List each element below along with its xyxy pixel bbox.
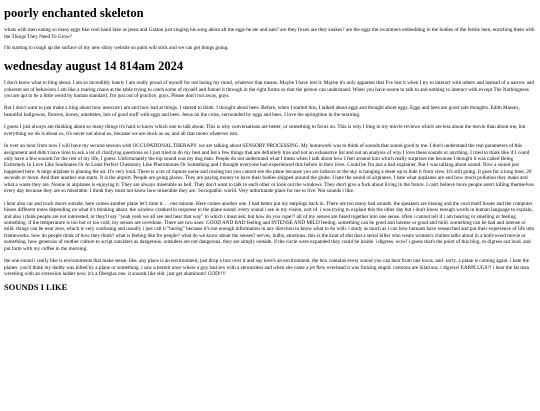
- post-paragraph: the one sound i really like is environments that make sense. like, any place is an environment, just drop a box over it and say here's an environment. the box contains every sound you can hear from one locus. and. sorry. a plane is coming again. i hate the planes. you'd think my daddy was killed by a plane or something. i saw a hermit once where a guy had sex with a stewardess and when she came a jet flew overhead it was fucking stupid. cartoons are hilarious. i digress! EARPLUGS?! i hear the fat man wrestling with an extension ladder now. it's a fiberglas one. it sounds like shit. just get aluminum! GOD!!!!: [4, 258, 530, 277]
- post-paragraph: But I don't want to just make a blog about how insecure i am and how bad at things. I started to think. I thought about bees. Before, when I started this, I talked about eggs and thought about eggs. Eggs and bees are good safe thoughts. Edith Massey, beautiful ballgowns, flowers, honey, omelettes, lots of good stuff with eggs and bees. Jesus on the cross, surrounded by eggs and bees. I love the springtime in the morning.: [4, 105, 520, 118]
- post-title: wednesday august 14 814am 2024: [4, 58, 184, 73]
- intro-paragraph: whats with men eating so many eggs like cool hand luke as jesus and Gaston just singing his song about all the eggs he ate and eats? are they foxes are they snakes? are the eggs the swimmers embedding in the bodies of the fertile men, enriching them with the Things They Need To Grow?: [4, 27, 535, 40]
- post-paragraph: In over an hour from now I will have my second session with OCCUPATIONAL THERAPY. we are talking about SENSORY PROCESSING. My homework was to think of sounds that sound good to me. I don't understand the real parameters of this assignment and didn't have time to ask a lot of clarifying questions so I just tried to do my best and list a few things that are definitely true and not an exhaustive list and not an analysis of why I love these sounds or anything. I tried to think like if I could only have a few sounds for the rest of my life, I guess. Unfortunately the top sound was my dog man. People do not understand what I mean when I talk about how I feel around him which really surprises me because I thought it was called Being Extremely In Love Like Soulmates Or At Least Perfect Chemistry Like Pheromones Or Something and I thought everyone had experienced this before in their lives. Could be I'm just a bad explainer. But I was talking about sound. Now a sound just happened here: A large airplane is planing the air. It's very loud. There is a lot of rupture noise and roaring but you cannot see the plane because you are indoors or the sky is hanging a sheet up to hide it from view. It's still going. It goes for a long time, 20 seconds or more. And then another one starts. It is the airport. People are going places. They are paying money to have their bodies shipped around the globe. I hate the sound of airplanes. I hate what airplanes are and how much pollution they make and what a waste they are. Noone in airplanes is enjoying it. They are always miserable as hell. They don't want to talk to each other or look out the windows. They don't give a fuck about living in the future. I can't believe more people aren't killing themselves every day because they are so miserable. I think they must not know how miserable they are. Sociopathic world. Very unfortunate place for me to live. Not sounds i like.: [4, 143, 534, 195]
- section-heading: SOUNDS I LIKE: [4, 282, 68, 293]
- post-paragraph: i hear also car and truck doors outside. here comes another plane let's time it. . . one minute. Here comes another one. I had better put my earplugs back in. There are too many bad sounds. the speakers are hissing and the cord itself hisses and the computer hisses different tones depending on what it's thinking about. the window cranked in response to the plane sound. every sound i see in my vision, sort of. i was trying to explain this the other day but i don't know enough words in human language to explain, and also i think people are not interested, or they'll say "yeah yeah we all see and hear that way" to which i must ask; but how do you cope!? all of my senses are fused together into one sense. often i cannot tell if i am hearing or smelling or feeling something. if the temperature is too hot or too cold, my senses are overdone. There are two axes: GOOD AND BAD feeling and INTENSE AND MILD feeling. something can be good and intense or good and mild. something can be bad and intense or mild. things can be near zero, which is very confusing and usually i just call it "boring" because it's not enough information in any direction to know what to do with. i study as much as i can how humans have researched and put their experience of life into frameworks. how do people think of how they think? what is feeling like for people? what do we know about the senses? nerves, bulbs, emotions. this is the kind of shit that a serial killer who wears women's clothes talks about in a hollywood movie or something. how generous of mother culture to script outsiders as dangerous. outsiders are not dangerous. they are simply outside. if the circle were expanded they could be inside. i digress. wow! i guess that's the point of this blog. to digress out loud. and put farm with my coffee in the morning.: [4, 200, 535, 252]
- post-paragraph: I guess I just always am thinking about so many things it's hard to know which one to talk about. This is why conversations are better, or something to focus on. This is why I blog in my movie reviews which are less about the movie than about me, but everything we do is about us, it's never not about us, because we are stuck as us, and all that mono whatever ism.: [4, 124, 526, 137]
- post-paragraph: I don't know what to blog about. I am so incredibly lonely I am really proud of myself for not losing my mind, whatever that means. Maybe I have lost it. Maybe it's only apparent that I've lost it when I try to interact with others and instead of a narrow and coherent set of behaviors I am like a roaring chaos at the table trying to catch some of myself and funnel it through in the right forms so that the person can understand. When you have noone to talk to and nothing to interact with except The Nothingness you are apt to be a little weird by human standard. I'm just out of practice, guys. Please don't run away, guys.: [4, 80, 534, 99]
- blog-title: poorly enchanted skeleton: [4, 6, 144, 20]
- intro-paragraph: I'm starting to rough up the surface of my new shiny website so paint will stick and we can get things going.: [4, 45, 229, 52]
- blog-page: [0, 6, 540, 293]
